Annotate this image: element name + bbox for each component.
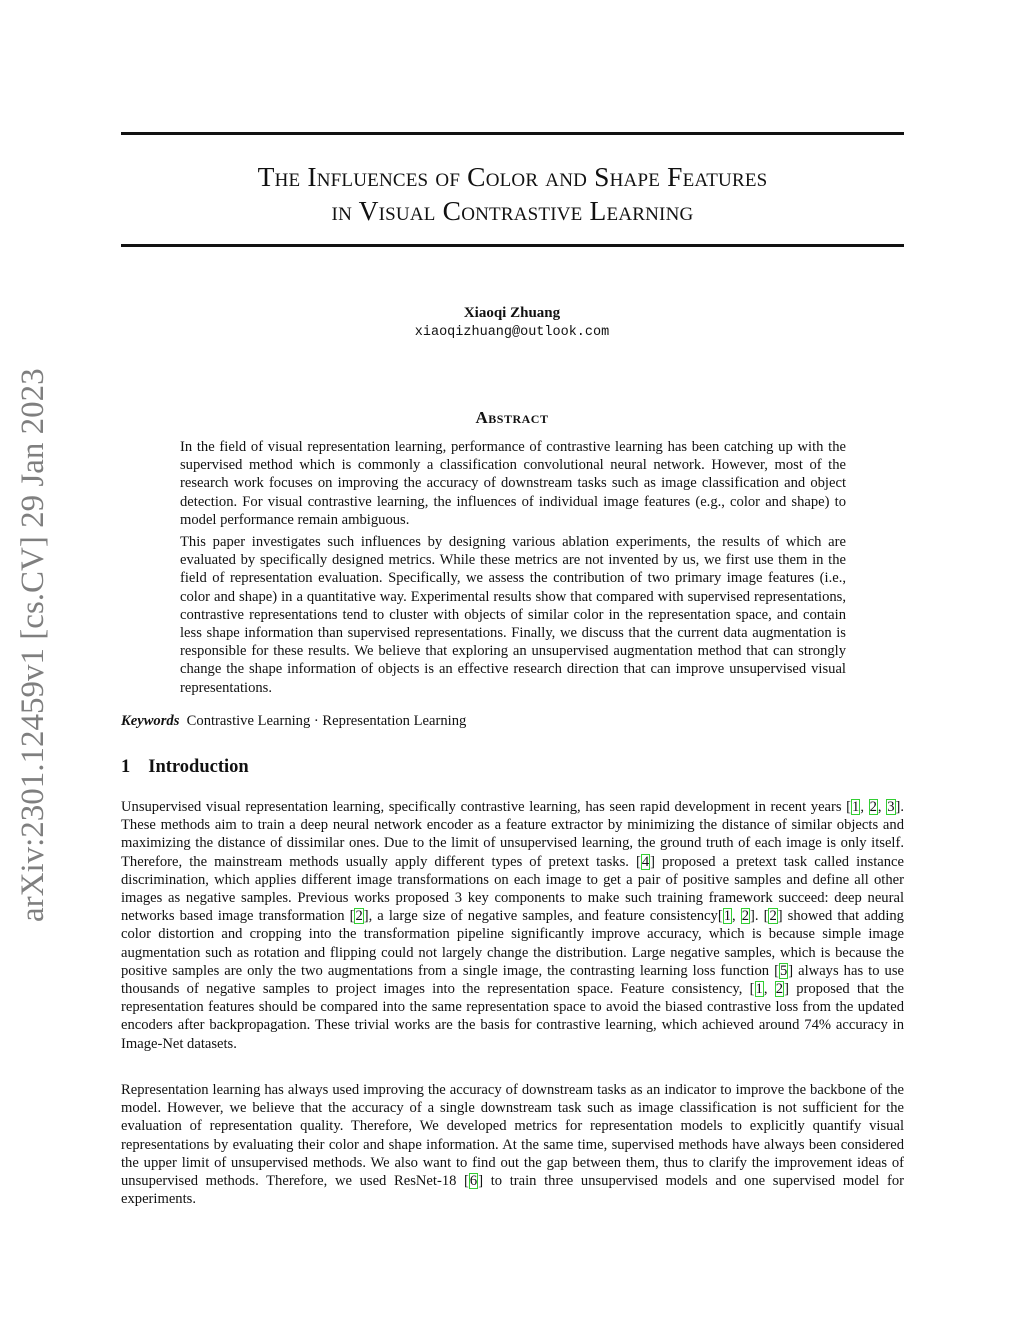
text-run: ,	[763, 981, 775, 998]
citation-link[interactable]: 1	[723, 908, 731, 925]
citation-link[interactable]: 5	[779, 962, 788, 979]
citation-link[interactable]: 2	[869, 799, 877, 815]
text-run: Representation learning has always used improving the accuracy of downstream tasks as an indicator to improve the backbone of the model. However, we believe that the accuracy of a single downstream task such as image classification is not sufficient for the evaluation of representation quality. Therefore, We developed metrics for representation models to explicitly quantify visual representations by evaluating their color and shape information. At the same time, supervised methods have always been considered the upper limit of unsupervised methods. We also want to find out the gap between them, thus to clarify the improvement ideas of unsupervised methods. Therefore, we used ResNet-18 [	[121, 1082, 904, 1190]
intro-paragraph-2	[121, 1081, 904, 1208]
abstract-paragraph-1: In the field of visual representation learning, performance of contrastive learning has been catching up with the supervised method which is commonly a classification convolutional neural network. However, most of the research work focuses on improving the accuracy of downstream tasks such as image classification and object detection. For visual contrastive learning, the influences of individual image features (e.g., color and shape) to model performance remain ambiguous.	[180, 439, 846, 528]
citation-link[interactable]: 3	[887, 799, 895, 815]
text-run: ,	[877, 799, 887, 815]
text-run: ] to train three unsupervised models and one supervised model for experiments.	[121, 1173, 904, 1208]
citation-link[interactable]: 4	[641, 853, 650, 870]
paper-title	[121, 160, 904, 228]
author-name: Xiaoqi Zhuang	[463, 305, 561, 321]
title-line-2: in Visual Contrastive Learning	[331, 195, 694, 226]
text-run: ] showed that adding color distortion and cropping into the transformation pipeline significantly improve accuracy, which is because simple image augmentation such as rotation and flipping could not largely change the distribution. Large negative samples, which is because the positive samples are only the two augmentations from a single image, the contrasting learning loss function [	[121, 908, 904, 979]
text-run: Unsupervised visual representation learning, specifically contrastive learning, has seen rapid development in recent years [	[121, 799, 852, 815]
citation-link[interactable]: 2	[741, 908, 749, 925]
abstract-heading: Abstract	[475, 408, 549, 427]
author-email[interactable]: xiaoqizhuang@outlook.com	[414, 325, 610, 340]
text-run: ] always has to use thousands of negative samples to project images into the representation space. Feature consistency, [	[121, 962, 904, 998]
title-top-rule	[121, 132, 904, 135]
keywords-label: Keywords	[121, 713, 180, 729]
section-heading	[121, 757, 249, 778]
section-number: 1	[121, 757, 131, 777]
abstract-body	[180, 438, 846, 701]
text-run: ] proposed a pretext task called instance discrimination, which applies different image transformations on each image to get a pair of positive samples and define all other images as negative samples. Previous works proposed 3 key components to make such training framework succeed: deep neural networks based image transformation [	[121, 853, 904, 925]
abstract-paragraph-2: This paper investigates such influences by designing various ablation experiments, the results of which are evaluated by specifically designed metrics. While these metrics are not invented by us, we first use them in the field of representation evaluation. Specifically, we assess the contribution of two primary image features (i.e., color and shape) in a quantitative way. Experimental results show that compared with supervised representations, contrastive representations tend to cluster with objects of similar color in the representation space, and contain less shape information than supervised representations. Finally, we discuss that the current data augmentation is responsible for these results. We believe that exploring an unsupervised augmentation method that can strongly change the shape information of objects is an effective research direction that can improve unsupervised visual representations.	[180, 534, 846, 696]
text-run: ], a large size of negative samples, and feature consistency[	[363, 908, 723, 925]
title-line-1: The Influences of Color and Shape Features	[257, 161, 768, 192]
text-run: ]. [	[750, 908, 769, 925]
citation-link[interactable]: 2	[355, 908, 363, 925]
citation-link[interactable]: 2	[769, 908, 777, 925]
citation-link[interactable]: 1	[755, 981, 763, 998]
citation-link[interactable]: 1	[852, 799, 860, 815]
keywords-text: Contrastive Learning · Representation Learning	[186, 713, 467, 729]
citation-link[interactable]: 2	[775, 981, 784, 998]
citation-link[interactable]: 6	[469, 1173, 478, 1190]
arxiv-identifier: arXiv:2301.12459v1 [cs.CV] 29 Jan 2023	[15, 368, 51, 922]
text-run: ] proposed that the representation features should be compared into the same representation space to avoid the biased contrastive loss from the updated encoders after backpropagation. These trivial works are the basis for contrastive learning, which achieved around 74% accuracy in Image-Net datasets.	[121, 981, 904, 1052]
title-bottom-rule	[121, 244, 904, 247]
intro-paragraph-1	[121, 798, 904, 1053]
section-title: Introduction	[148, 757, 249, 777]
keywords-line	[121, 713, 466, 730]
text-run: ,	[860, 799, 869, 815]
text-run: ]. These methods aim to train a deep neural network encoder as a feature extractor by minimizing the distance of similar objects and maximizing the distance of dissimilar ones. Due to the limit of unsupervised learning, the ground truth of each image is only itself. Therefore, the mainstream methods usually apply different types of pretext tasks. [	[121, 799, 905, 870]
text-run: ,	[731, 908, 741, 925]
